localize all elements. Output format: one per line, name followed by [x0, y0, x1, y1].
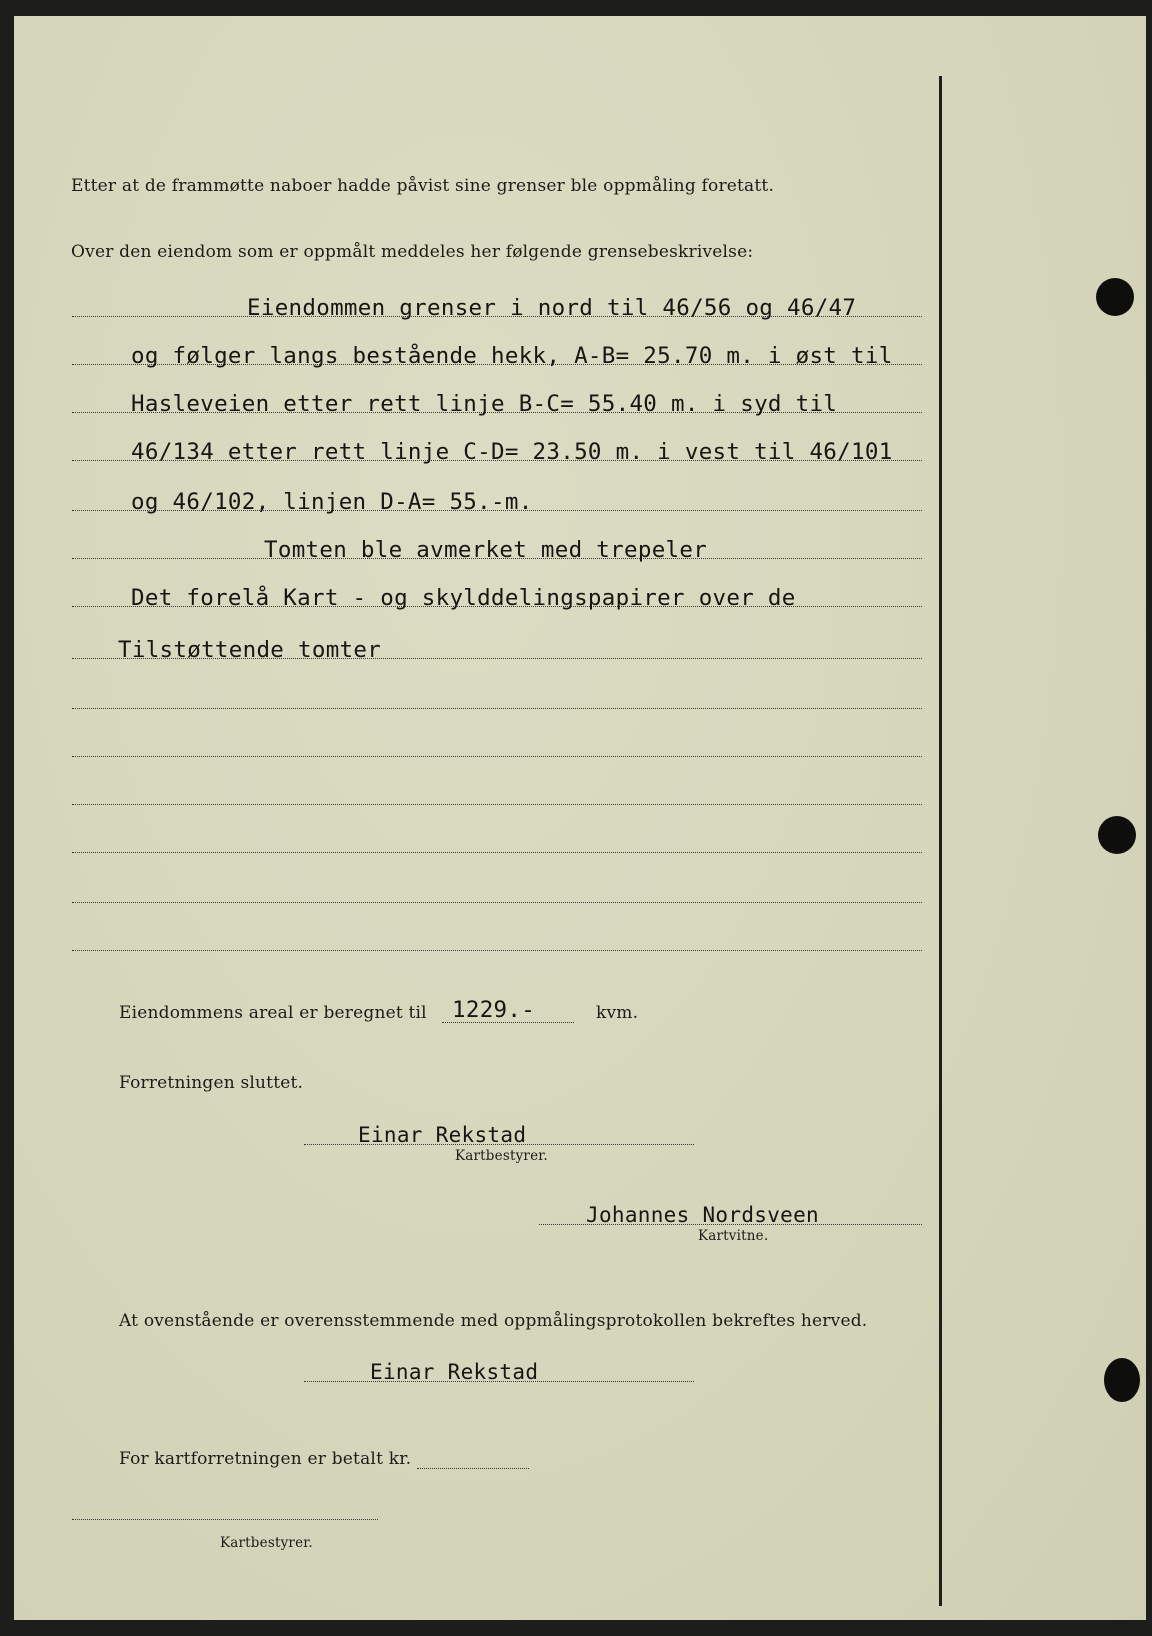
description-line: Tilstøttende tomter [118, 637, 382, 663]
kartvitne-signature: Johannes Nordsveen [586, 1203, 819, 1227]
description-line: 46/134 etter rett linje C-D= 23.50 m. i vest til 46/101 [131, 439, 893, 465]
rule-line [72, 902, 922, 903]
punch-hole [1104, 1358, 1140, 1402]
closing-text: Forretningen sluttet. [119, 1073, 304, 1093]
punch-hole [1096, 278, 1134, 316]
payment-rule [417, 1468, 529, 1469]
margin-rule [939, 76, 942, 1606]
certification-text: At ovenstående er overensstemmende med oppmålingsprotokollen bekreftes herved. [119, 1311, 868, 1331]
description-line: Hasleveien etter rett linje B-C= 55.40 m. i syd til [131, 391, 838, 417]
rule-line [72, 756, 922, 757]
area-label: Eiendommens areal er beregnet til [119, 1003, 427, 1023]
area-unit: kvm. [596, 1003, 639, 1023]
payment-label: For kartforretningen er betalt kr. [119, 1449, 412, 1469]
rule-line [72, 708, 922, 709]
description-line: Tomten ble avmerket med trepeler [264, 537, 708, 563]
description-line: Det forelå Kart - og skylddelingspapirer over de [131, 585, 796, 611]
kartvitne-title: Kartvitne. [698, 1228, 769, 1244]
rule-line [72, 852, 922, 853]
description-line: Eiendommen grenser i nord til 46/56 og 46/47 [247, 295, 857, 321]
footer-title: Kartbestyrer. [220, 1535, 313, 1551]
area-value: 1229.- [452, 997, 536, 1023]
certification-signature: Einar Rekstad [370, 1360, 539, 1384]
rule-line [72, 950, 922, 951]
intro-line-2: Over den eiendom som er oppmålt meddeles her følgende grensebeskrivelse: [71, 242, 754, 262]
description-line: og 46/102, linjen D-A= 55.-m. [131, 489, 533, 515]
rule-line [72, 804, 922, 805]
punch-hole [1098, 816, 1136, 854]
intro-line-1: Etter at de frammøtte naboer hadde påvist sine grenser ble oppmåling foretatt. [71, 176, 775, 196]
footer-rule [72, 1519, 378, 1520]
kartbestyrer-title: Kartbestyrer. [455, 1148, 548, 1164]
description-line: og følger langs bestående hekk, A-B= 25.70 m. i øst til [131, 343, 893, 369]
kartbestyrer-signature: Einar Rekstad [358, 1123, 527, 1147]
document-page [14, 16, 1146, 1620]
